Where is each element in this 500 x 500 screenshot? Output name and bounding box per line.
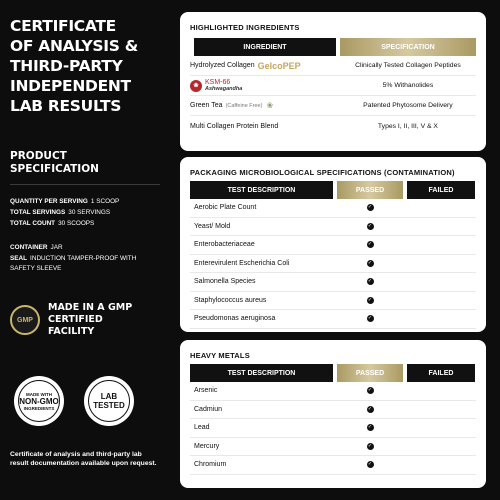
leaf-icon: ❀ bbox=[266, 101, 274, 110]
check-circle-icon: ✓ bbox=[367, 241, 373, 248]
check-circle-icon: ✓ bbox=[367, 296, 373, 303]
hero-line: OF ANALYSIS & bbox=[10, 37, 138, 55]
check-circle-icon: ✓ bbox=[367, 222, 373, 229]
micro-title: PACKAGING MICROBIOLOGICAL SPECIFICATIONS (CONTAMINATION) bbox=[190, 168, 455, 177]
col-ingredient: INGREDIENT bbox=[194, 38, 336, 56]
gmp-text: MADE IN A GMP CERTIFIED FACILITY bbox=[48, 302, 133, 337]
test-name: Staphylococcus aureus bbox=[194, 296, 267, 304]
ingredients-panel bbox=[180, 12, 486, 151]
col-specification: SPECIFICATION bbox=[340, 38, 476, 56]
check-circle-icon: ✓ bbox=[367, 204, 373, 211]
spec-list-2 bbox=[10, 243, 160, 274]
table-row bbox=[190, 310, 476, 329]
test-name: Enterevirulent Escherichia Coli bbox=[194, 259, 290, 267]
hero-line: THIRD-PARTY bbox=[10, 57, 123, 75]
test-name: Yeast/ Mold bbox=[194, 222, 231, 230]
check-circle-icon: ✓ bbox=[367, 259, 373, 266]
gmp-seal-icon: GMP bbox=[10, 305, 40, 335]
test-name: Enterobacteriaceae bbox=[194, 241, 255, 249]
spec-quantity: QUANTITY PER SERVING 1 SCOOP bbox=[10, 198, 120, 205]
table-row bbox=[190, 273, 476, 292]
check-circle-icon: ✓ bbox=[367, 387, 373, 394]
table-row bbox=[190, 255, 476, 274]
table-row bbox=[190, 236, 476, 255]
check-circle-icon: ✓ bbox=[367, 405, 373, 412]
ingredient-row: Hydrolyzed Collagen GelcoPEP Clinically Tested Collagen Peptides bbox=[190, 56, 476, 76]
micro-header: TEST DESCRIPTION PASSED FAILED bbox=[190, 181, 476, 199]
table-row bbox=[190, 419, 476, 438]
check-circle-icon: ✓ bbox=[367, 461, 373, 468]
metals-rows bbox=[190, 382, 476, 475]
test-name: Lead bbox=[194, 424, 210, 432]
test-name: Aerobic Plate Count bbox=[194, 204, 257, 212]
gelcopep-logo: GelcoPEP bbox=[257, 60, 301, 71]
footnote: Certificate of analysis and third-party lab result documentation available upon request. bbox=[10, 451, 157, 467]
check-circle-icon: ✓ bbox=[367, 442, 373, 449]
table-row bbox=[190, 438, 476, 457]
metals-title: HEAVY METALS bbox=[190, 351, 250, 360]
table-row bbox=[190, 199, 476, 218]
micro-rows bbox=[190, 199, 476, 329]
metals-panel bbox=[180, 340, 486, 488]
table-row bbox=[190, 292, 476, 311]
hero-heading bbox=[10, 16, 160, 116]
spec-servings: TOTAL SERVINGS 30 SERVINGS bbox=[10, 209, 111, 216]
hero-line: CERTIFICATE bbox=[10, 17, 116, 35]
ingredient-row: Green Tea (Caffeine Free) ❀ Patented Phytosome Delivery bbox=[190, 96, 476, 116]
hero-line: INDEPENDENT bbox=[10, 77, 131, 95]
check-circle-icon: ✓ bbox=[367, 278, 373, 285]
test-name: Chromium bbox=[194, 461, 227, 469]
badges bbox=[10, 376, 160, 426]
spec-seal: SEAL INDUCTION TAMPER-PROOF WITH SAFETY SLEEVE bbox=[10, 255, 137, 272]
micro-panel bbox=[180, 157, 486, 332]
spec-container: CONTAINER JAR bbox=[10, 244, 63, 251]
ingredients-header bbox=[190, 38, 476, 56]
product-spec-title: PRODUCT SPECIFICATION bbox=[10, 150, 99, 175]
table-row bbox=[190, 218, 476, 237]
ingredient-row: Multi Collagen Protein Blend Types I, II, III, V & X bbox=[190, 122, 438, 130]
test-name: Pseudomonas aeruginosa bbox=[194, 315, 276, 323]
divider bbox=[10, 184, 160, 185]
ingredient-row: ❀ KSM-66 Ashwagandha 5% Withanolides bbox=[190, 76, 476, 96]
spec-count: TOTAL COUNT 30 SCOOPS bbox=[10, 220, 95, 227]
check-circle-icon: ✓ bbox=[367, 424, 373, 431]
lab-tested-badge: LAB TESTED bbox=[84, 376, 134, 426]
test-name: Cadmiun bbox=[194, 405, 223, 413]
ingredients-title: HIGHLIGHTED INGREDIENTS bbox=[190, 23, 300, 32]
gmp-row bbox=[10, 302, 160, 338]
test-name: Mercury bbox=[194, 442, 220, 450]
check-circle-icon: ✓ bbox=[367, 315, 373, 322]
ksm66-logo-icon: ❀ bbox=[190, 80, 202, 92]
non-gmo-badge: MADE WITH NON-GMO INGREDIENTS bbox=[14, 376, 64, 426]
left-column bbox=[0, 0, 170, 500]
test-name: Arsenic bbox=[194, 387, 218, 395]
test-name: Salmonella Species bbox=[194, 278, 256, 286]
table-row bbox=[190, 401, 476, 420]
hero-line: LAB RESULTS bbox=[10, 97, 122, 115]
table-row bbox=[190, 382, 476, 401]
spec-list bbox=[10, 197, 160, 229]
metals-header: TEST DESCRIPTION PASSED FAILED bbox=[190, 364, 476, 382]
table-row bbox=[190, 456, 476, 475]
